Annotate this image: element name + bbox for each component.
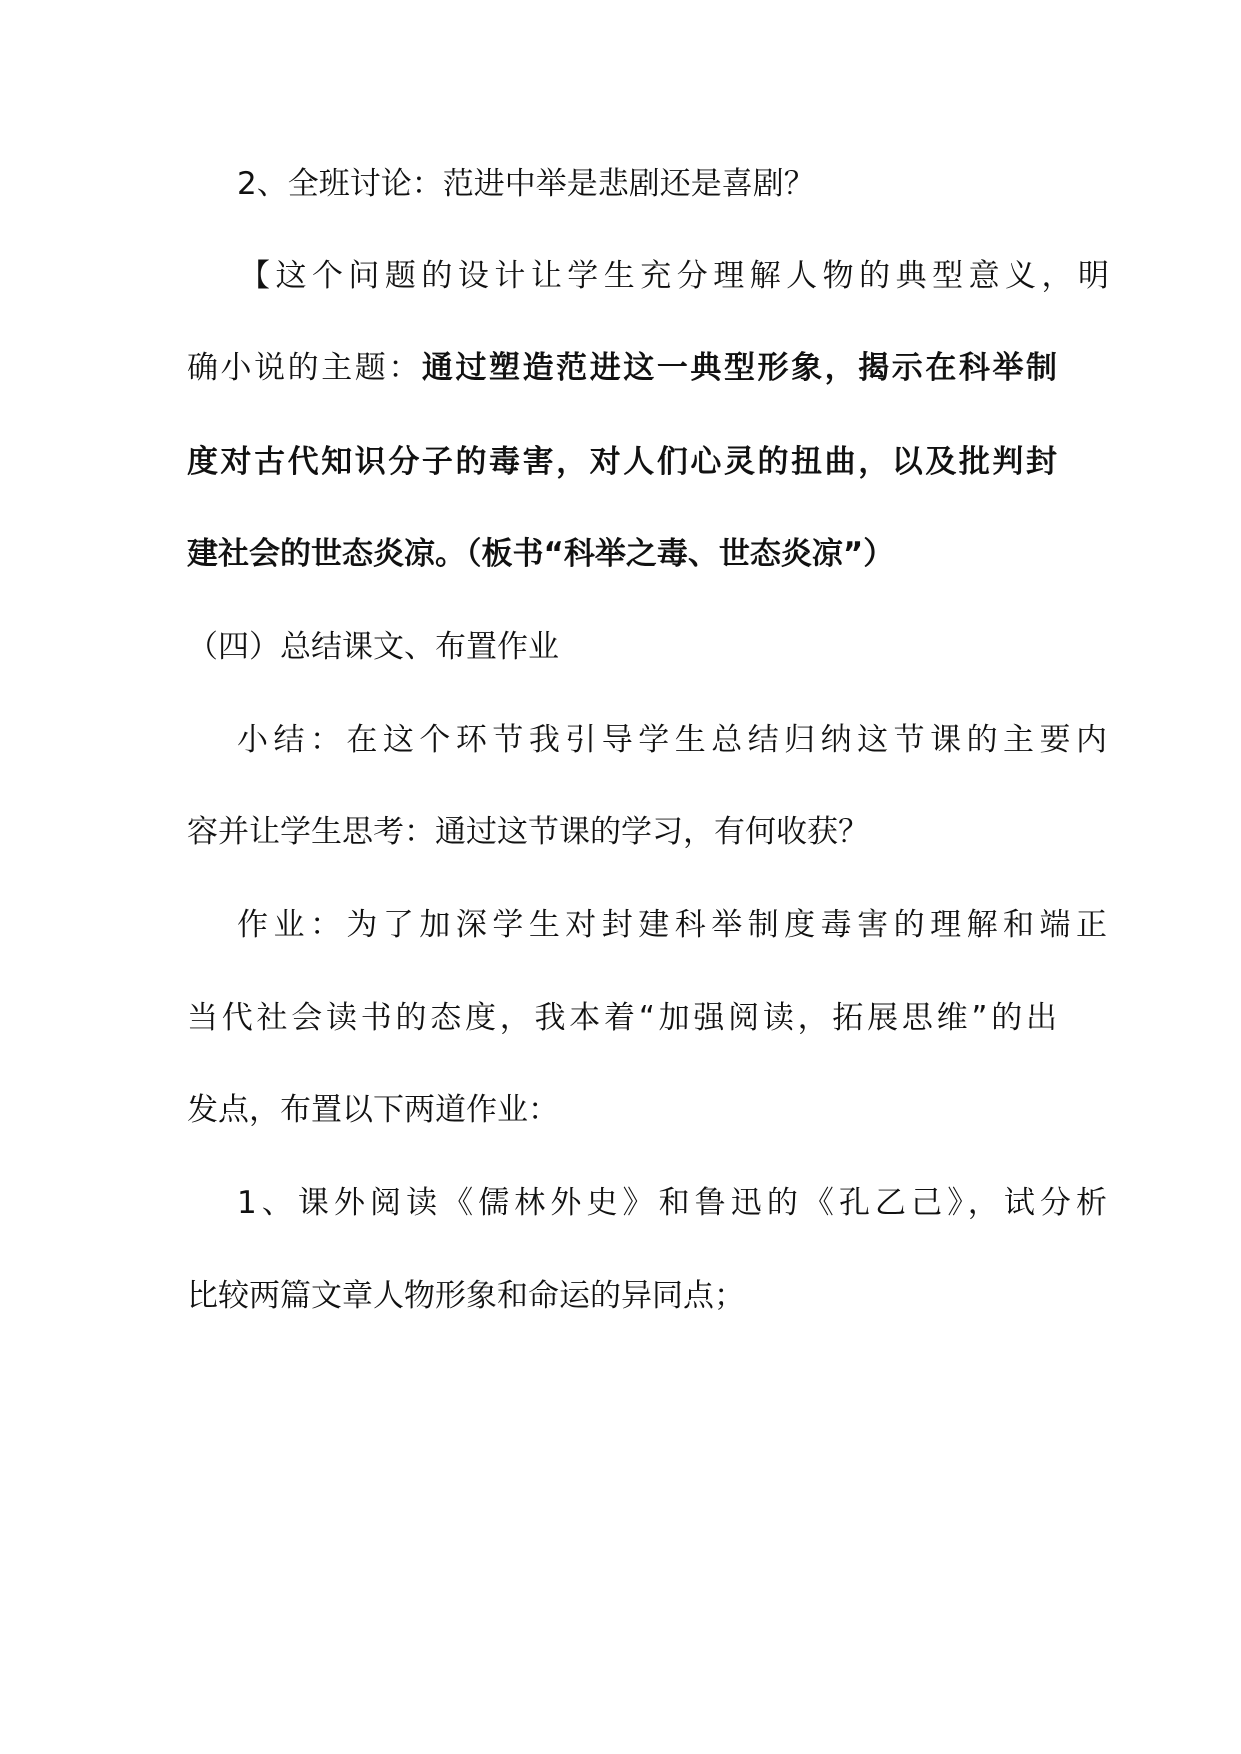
theme-bold-text-1: 通过塑造范进这一典型形象，揭示在科举制 [421, 350, 1057, 386]
discussion-question-text: 2、全班讨论：范进中举是悲剧还是喜剧？ [237, 166, 815, 202]
homework-item-1-text-2: 比较两篇文章人物形象和命运的异同点； [187, 1278, 745, 1314]
homework-line-1 [187, 895, 1107, 955]
design-note-line-2 [187, 338, 1057, 398]
discussion-question-line [187, 154, 1107, 214]
design-note-text-2: 确小说的主题： [187, 350, 422, 386]
homework-text-3: 发点，布置以下两道作业： [187, 1092, 559, 1128]
theme-bold-text-3: 建社会的世态炎凉。（板书“科举之毒、世态炎凉”） [187, 536, 895, 572]
theme-bold-line-3 [187, 524, 1057, 584]
design-note-line-1 [187, 246, 1109, 306]
theme-bold-text-2: 度对古代知识分子的毒害，对人们心灵的扭曲，以及批判封 [187, 444, 1057, 480]
homework-item-1-line-2 [187, 1266, 1057, 1326]
homework-line-3 [187, 1080, 1057, 1140]
homework-item-1-line-1 [187, 1173, 1107, 1233]
summary-line-1 [187, 710, 1107, 770]
homework-text-1: 作业：为了加深学生对封建科举制度毒害的理解和端正 [237, 907, 1107, 943]
summary-text-1: 小结：在这个环节我引导学生总结归纳这节课的主要内 [237, 722, 1107, 758]
theme-bold-line-2 [187, 432, 1057, 492]
homework-text-2: 当代社会读书的态度，我本着“加强阅读，拓展思维”的出 [187, 1000, 1057, 1036]
section-heading-summary [187, 617, 1057, 677]
summary-text-2: 容并让学生思考：通过这节课的学习，有何收获？ [187, 814, 869, 850]
homework-line-2 [187, 988, 1057, 1048]
summary-line-2 [187, 802, 1057, 862]
section-heading-text: （四）总结课文、布置作业 [187, 629, 559, 665]
homework-item-1-text-1: 1、课外阅读《儒林外史》和鲁迅的《孔乙己》，试分析 [237, 1185, 1107, 1221]
design-note-text-1: 【这个问题的设计让学生充分理解人物的典型意义，明 [239, 258, 1109, 294]
